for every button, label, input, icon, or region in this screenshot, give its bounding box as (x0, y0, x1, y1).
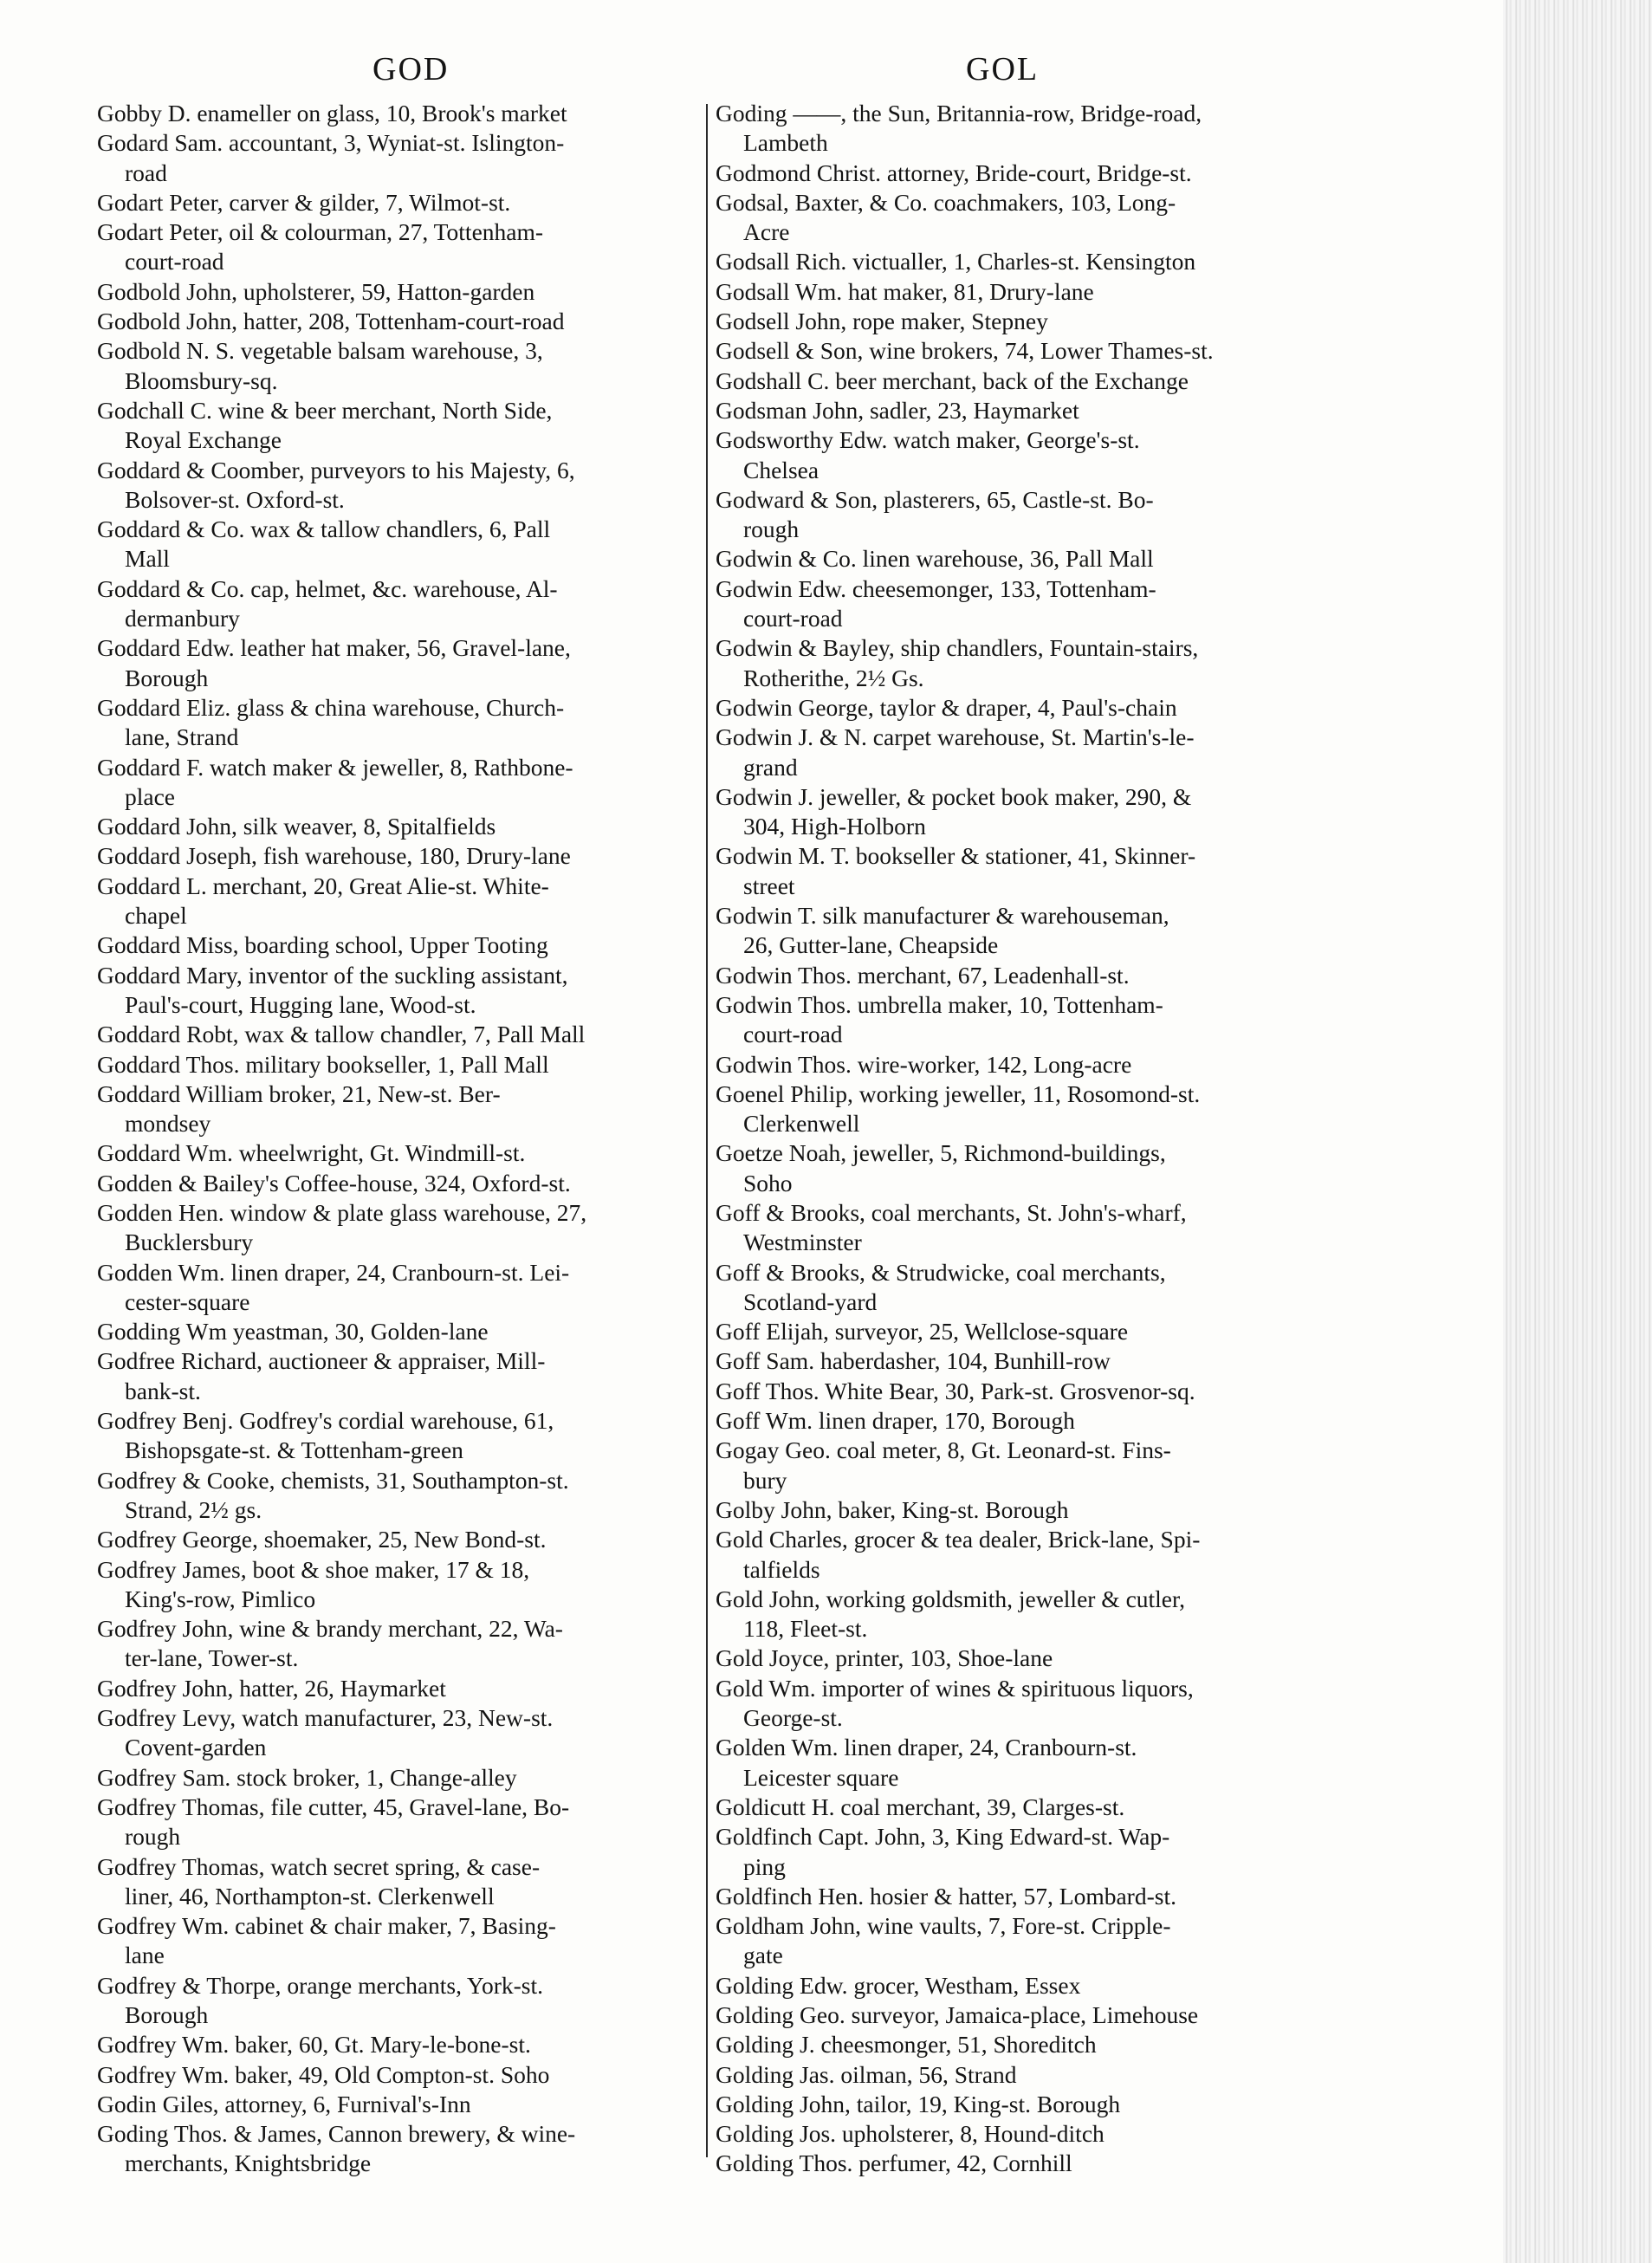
book-gutter (1503, 0, 1652, 2263)
entry-continuation: bank-st. (125, 1377, 201, 1404)
right-column (716, 99, 1322, 2179)
entry-line: Golding John, tailor, 19, King-st. Borough (716, 2090, 1121, 2117)
directory-entry (97, 633, 703, 693)
directory-entry (97, 1852, 703, 1912)
directory-entry (97, 1258, 703, 1318)
entry-line: Goddard Robt, wax & tallow chandler, 7, Pall Mall (97, 1021, 586, 1048)
directory-entry (97, 1525, 703, 1554)
entry-line: Godden Wm. linen draper, 24, Cranbourn-st. Lei- (97, 1258, 570, 1286)
entry-line: Godden Hen. window & plate glass warehouse, 27, (97, 1198, 587, 1226)
directory-entry (97, 961, 703, 1021)
entry-continuation: Covent-garden (125, 1734, 267, 1761)
entry-continuation: 26, Gutter-lane, Cheapside (743, 931, 999, 959)
directory-entry (97, 1317, 703, 1346)
directory-entry (716, 1317, 1322, 1346)
entry-line: Goldham John, wine vaults, 7, Fore-st. Cripple- (716, 1912, 1171, 1940)
entry-continuation: Chelsea (743, 456, 820, 483)
entry-continuation: Leicester square (743, 1763, 899, 1791)
entry-line: Godfrey Benj. Godfrey's cordial warehouse, 61, (97, 1407, 554, 1435)
entry-line: Goddard F. watch maker & jeweller, 8, Rathbone- (97, 753, 573, 781)
entry-line: Godwin Thos. merchant, 67, Leadenhall-st. (716, 961, 1130, 989)
directory-entry (716, 396, 1322, 425)
entry-line: Godsworthy Edw. watch maker, George's-st. (716, 426, 1140, 454)
entry-continuation: gate (743, 1942, 783, 1969)
directory-entry (97, 2090, 703, 2119)
entry-line: Godsell & Son, wine brokers, 74, Lower Thames-st. (716, 337, 1214, 365)
entry-line: Gold Wm. importer of wines & spirituous liquors, (716, 1674, 1194, 1702)
directory-entry (716, 366, 1322, 396)
entry-continuation: lane (125, 1942, 165, 1969)
directory-entry (716, 1258, 1322, 1318)
entry-line: Goddard Mary, inventor of the suckling assistant, (97, 961, 568, 989)
directory-entry (97, 1793, 703, 1852)
directory-entry (716, 336, 1322, 366)
directory-entry (716, 2090, 1322, 2119)
entry-continuation: mondsey (125, 1110, 211, 1138)
entry-line: Godwin & Bayley, ship chandlers, Fountain-stairs, (716, 634, 1199, 662)
directory-entry (97, 99, 703, 128)
entry-line: Goddard L. merchant, 20, Great Alie-st. White- (97, 872, 549, 899)
directory-entry (97, 872, 703, 931)
entry-continuation: court-road (125, 248, 224, 276)
directory-entry (716, 2000, 1322, 2030)
directory-entry (716, 1733, 1322, 1793)
directory-entry (716, 1822, 1322, 1882)
entry-line: Golding Edw. grocer, Westham, Essex (716, 1971, 1081, 1999)
entry-line: Goff Elijah, surveyor, 25, Wellclose-square (716, 1318, 1129, 1345)
directory-entry (716, 1971, 1322, 2000)
left-column (97, 99, 703, 2179)
entry-line: Godwin Thos. wire-worker, 142, Long-acre (716, 1050, 1132, 1078)
entry-line: Goetze Noah, jeweller, 5, Richmond-buildings, (716, 1139, 1166, 1167)
entry-line: Goddard & Co. wax & tallow chandlers, 6, Pall (97, 515, 551, 543)
entry-continuation: Paul's-court, Hugging lane, Wood-st. (125, 990, 476, 1018)
directory-entry (716, 574, 1322, 634)
entry-line: Goff & Brooks, coal merchants, St. John's-wharf, (716, 1198, 1187, 1226)
entry-line: Goding Thos. & James, Cannon brewery, & wine- (97, 2120, 576, 2148)
entry-line: Godwin M. T. bookseller & stationer, 41, Skinner- (716, 842, 1196, 870)
entry-line: Godsall Wm. hat maker, 81, Drury-lane (716, 277, 1094, 305)
right-column-header: GOL (966, 51, 1040, 88)
entry-line: Godbold N. S. vegetable balsam warehouse, 3, (97, 337, 543, 365)
directory-entry (97, 841, 703, 871)
entry-continuation: George-st. (743, 1704, 843, 1732)
entry-line: Golby John, baker, King-st. Borough (716, 1495, 1069, 1523)
entry-line: Godsman John, sadler, 23, Haymarket (716, 396, 1079, 424)
directory-entry (97, 277, 703, 307)
directory-entry (716, 1644, 1322, 1673)
directory-entry (716, 99, 1322, 159)
directory-entry (716, 961, 1322, 990)
directory-entry (716, 723, 1322, 782)
directory-entry (716, 1882, 1322, 1911)
entry-line: Goddard Joseph, fish warehouse, 180, Drury-lane (97, 842, 571, 870)
entry-line: Godfrey Sam. stock broker, 1, Change-alley (97, 1763, 517, 1791)
entry-line: Godfrey John, wine & brandy merchant, 22, Wa- (97, 1615, 563, 1643)
entry-line: Godwin Thos. umbrella maker, 10, Tottenham- (716, 990, 1163, 1018)
directory-entry (716, 693, 1322, 723)
entry-continuation: road (125, 159, 167, 186)
directory-entry (716, 247, 1322, 276)
directory-entry (716, 782, 1322, 842)
entry-line: Godart Peter, oil & colourman, 27, Tottenham- (97, 218, 544, 246)
entry-line: Godfrey & Thorpe, orange merchants, York-st. (97, 1971, 544, 1999)
entry-line: Goff Thos. White Bear, 30, Park-st. Grosvenor-sq. (716, 1377, 1195, 1404)
directory-entry (97, 2030, 703, 2059)
column-divider (706, 104, 708, 2157)
entry-continuation: Clerkenwell (743, 1110, 860, 1138)
entry-line: Godwin J. & N. carpet warehouse, St. Martin's-le- (716, 723, 1195, 751)
entry-line: Godding Wm yeastman, 30, Golden-lane (97, 1318, 489, 1345)
directory-entry (97, 1971, 703, 2031)
directory-entry (97, 1198, 703, 1258)
entry-continuation: Borough (125, 664, 209, 691)
entry-continuation: Bucklersbury (125, 1229, 254, 1256)
directory-entry (97, 336, 703, 396)
entry-line: Goddard Miss, boarding school, Upper Tooting (97, 931, 548, 959)
directory-entry (97, 1169, 703, 1198)
entry-line: Godshall C. beer merchant, back of the Exchange (716, 366, 1189, 394)
entry-continuation: Scotland-yard (743, 1287, 878, 1315)
entry-line: Godfrey Wm. baker, 60, Gt. Mary-le-bone-st. (97, 2031, 531, 2059)
directory-entry (97, 1138, 703, 1168)
entry-continuation: liner, 46, Northampton-st. Clerkenwell (125, 1882, 495, 1910)
directory-entry (716, 2060, 1322, 2090)
entry-line: Goddard & Coomber, purveyors to his Majesty, 6, (97, 456, 575, 483)
directory-entry (716, 633, 1322, 693)
directory-entry (97, 753, 703, 813)
entry-line: Goff & Brooks, & Strudwicke, coal merchants, (716, 1258, 1166, 1286)
directory-entry (97, 1911, 703, 1971)
entry-continuation: Acre (743, 218, 790, 246)
entry-line: Goldicutt H. coal merchant, 39, Clarges-st. (716, 1793, 1125, 1820)
directory-entry (97, 930, 703, 960)
directory-entry (97, 1346, 703, 1406)
entry-continuation: Westminster (743, 1229, 862, 1256)
directory-entry (97, 812, 703, 841)
entry-line: Godwin & Co. linen warehouse, 36, Pall Mall (716, 545, 1154, 573)
entry-line: Godfrey Thomas, file cutter, 45, Gravel-lane, Bo- (97, 1793, 570, 1820)
directory-entry (716, 990, 1322, 1050)
entry-line: Goldfinch Capt. John, 3, King Edward-st. Wap- (716, 1823, 1170, 1851)
entry-line: Godsell John, rope maker, Stepney (716, 308, 1048, 335)
entry-line: Goding ——, the Sun, Britannia-row, Bridge-road, (716, 100, 1202, 126)
entry-line: Golding Thos. perfumer, 42, Cornhill (716, 2150, 1072, 2177)
entry-continuation: cester-square (125, 1287, 250, 1315)
entry-continuation: Borough (125, 2001, 209, 2028)
directory-entry (97, 188, 703, 217)
directory-entry (97, 1020, 703, 1049)
directory-entry (716, 425, 1322, 485)
directory-entry (97, 1080, 703, 1139)
directory-entry (716, 1911, 1322, 1971)
directory-entry (716, 901, 1322, 961)
entry-line: Godbold John, upholsterer, 59, Hatton-garden (97, 277, 535, 305)
entry-line: Godin Giles, attorney, 6, Furnival's-Inn (97, 2090, 471, 2117)
directory-entry (716, 1198, 1322, 1258)
directory-entry (97, 1703, 703, 1763)
directory-entry (97, 1466, 703, 1526)
entry-line: Gogay Geo. coal meter, 8, Gt. Leonard-st. Fins- (716, 1436, 1171, 1464)
entry-line: Godfree Richard, auctioneer & appraiser, Mill- (97, 1347, 546, 1375)
directory-entry (716, 544, 1322, 574)
entry-continuation: chapel (125, 902, 187, 930)
entry-line: Godard Sam. accountant, 3, Wyniat-st. Islington- (97, 129, 565, 157)
entry-continuation: dermanbury (125, 605, 240, 632)
directory-entry (716, 2149, 1322, 2178)
directory-entry (716, 1793, 1322, 1822)
directory-entry (716, 1346, 1322, 1376)
entry-line: Godchall C. wine & beer merchant, North Side, (97, 396, 553, 424)
entry-line: Godfrey Thomas, watch secret spring, & case- (97, 1852, 541, 1880)
entry-line: Godfrey George, shoemaker, 25, New Bond-st. (97, 1526, 547, 1553)
entry-line: Goddard & Co. cap, helmet, &c. warehouse, Al- (97, 574, 558, 602)
directory-entry (716, 307, 1322, 336)
entry-line: Goldfinch Hen. hosier & hatter, 57, Lombard-st. (716, 1882, 1176, 1910)
directory-entry (97, 1050, 703, 1080)
entry-continuation: court-road (743, 1021, 843, 1048)
entry-line: Godwin T. silk manufacturer & warehouseman, (716, 902, 1169, 930)
entry-line: Godward & Son, plasterers, 65, Castle-st. Bo- (716, 485, 1154, 513)
entry-line: Godwin George, taylor & draper, 4, Paul's-chain (716, 693, 1177, 721)
directory-entry (97, 217, 703, 277)
entry-continuation: lane, Strand (125, 723, 239, 751)
directory-entry (716, 1050, 1322, 1080)
entry-line: Godden & Bailey's Coffee-house, 324, Oxford-st. (97, 1169, 571, 1196)
directory-entry (97, 693, 703, 753)
entry-line: Goddard William broker, 21, New-st. Ber- (97, 1080, 501, 1107)
directory-entry (97, 1614, 703, 1674)
left-column-header: GOD (373, 51, 450, 88)
entry-continuation: court-road (743, 605, 843, 632)
entry-line: Goenel Philip, working jeweller, 11, Rosomond-st. (716, 1080, 1201, 1107)
entry-continuation: Strand, 2½ gs. (125, 1495, 262, 1523)
entry-continuation: bury (743, 1466, 787, 1494)
entry-continuation: King's-row, Pimlico (125, 1585, 316, 1612)
directory-entry (97, 2060, 703, 2090)
directory-entry (97, 128, 703, 188)
entry-continuation: Royal Exchange (125, 426, 282, 454)
entry-line: Goddard Thos. military bookseller, 1, Pall Mall (97, 1050, 549, 1078)
directory-entry (716, 1138, 1322, 1198)
entry-continuation: Bolsover-st. Oxford-st. (125, 485, 345, 513)
entry-continuation: 304, High-Holborn (743, 813, 926, 840)
directory-entry (716, 1495, 1322, 1525)
entry-line: Golding J. cheesmonger, 51, Shoreditch (716, 2031, 1097, 2059)
entry-line: Gold Joyce, printer, 103, Shoe-lane (716, 1644, 1053, 1672)
entry-continuation: merchants, Knightsbridge (125, 2150, 372, 2177)
entry-continuation: rough (743, 515, 800, 543)
directory-entry (97, 515, 703, 574)
entry-line: Godmond Christ. attorney, Bride-court, Bridge-st. (716, 159, 1192, 186)
directory-entry (716, 188, 1322, 248)
entry-line: Godwin Edw. cheesemonger, 133, Tottenham- (716, 574, 1156, 602)
directory-entry (97, 456, 703, 515)
entry-continuation: Bishopsgate-st. & Tottenham-green (125, 1436, 463, 1464)
directory-entry (716, 1377, 1322, 1406)
directory-entry (716, 159, 1322, 188)
entry-line: Godfrey Wm. cabinet & chair maker, 7, Basing- (97, 1912, 556, 1940)
entry-continuation: talfields (743, 1555, 820, 1583)
directory-entry (716, 1080, 1322, 1139)
entry-line: Godbold John, hatter, 208, Tottenham-court-road (97, 308, 565, 335)
entry-line: Gold Charles, grocer & tea dealer, Brick-lane, Spi- (716, 1526, 1201, 1553)
entry-line: Golding Jos. upholsterer, 8, Hound-ditch (716, 2120, 1105, 2148)
entry-continuation: place (125, 782, 176, 810)
directory-entry (97, 1763, 703, 1793)
entry-line: Godfrey Levy, watch manufacturer, 23, New-st. (97, 1704, 554, 1732)
directory-entry (97, 1674, 703, 1703)
entry-line: Godsall Rich. victualler, 1, Charles-st. Kensington (716, 248, 1196, 276)
directory-entry (97, 1555, 703, 1615)
entry-continuation: grand (743, 753, 798, 781)
entry-line: Gobby D. enameller on glass, 10, Brook's market (97, 100, 567, 126)
entry-line: Goff Wm. linen draper, 170, Borough (716, 1407, 1075, 1435)
entry-continuation: street (743, 872, 795, 899)
directory-entry (716, 1436, 1322, 1495)
directory-entry (716, 1406, 1322, 1436)
entry-continuation: ping (743, 1852, 786, 1880)
entry-continuation: 118, Fleet-st. (743, 1615, 868, 1643)
entry-line: Godfrey & Cooke, chemists, 31, Southampton-st. (97, 1466, 569, 1494)
entry-continuation: rough (125, 1823, 181, 1851)
directory-entry (716, 277, 1322, 307)
entry-line: Godart Peter, carver & gilder, 7, Wilmot-st. (97, 188, 511, 216)
entry-line: Golden Wm. linen draper, 24, Cranbourn-st. (716, 1734, 1137, 1761)
directory-entry (716, 841, 1322, 901)
entry-line: Golding Jas. oilman, 56, Strand (716, 2060, 1017, 2088)
entry-line: Godsal, Baxter, & Co. coachmakers, 103, Long- (716, 188, 1176, 216)
directory-entry (97, 396, 703, 456)
entry-line: Goddard Eliz. glass & china warehouse, Church- (97, 693, 565, 721)
entry-line: Goff Sam. haberdasher, 104, Bunhill-row (716, 1347, 1111, 1375)
directory-entry (716, 1585, 1322, 1644)
directory-entry (97, 574, 703, 634)
entry-continuation: Soho (743, 1169, 793, 1196)
directory-entry (97, 2119, 703, 2179)
directory-entry (97, 1406, 703, 1466)
entry-line: Goddard Edw. leather hat maker, 56, Gravel-lane, (97, 634, 571, 662)
directory-entry (716, 2119, 1322, 2149)
entry-continuation: Mall (125, 545, 170, 573)
entry-line: Gold John, working goldsmith, jeweller & cutler, (716, 1585, 1185, 1612)
directory-entry (716, 2030, 1322, 2059)
entry-continuation: Lambeth (743, 129, 828, 157)
directory-entry (716, 485, 1322, 545)
entry-line: Godfrey Wm. baker, 49, Old Compton-st. Soho (97, 2060, 550, 2088)
entry-line: Goddard Wm. wheelwright, Gt. Windmill-st. (97, 1139, 526, 1167)
entry-continuation: ter-lane, Tower-st. (125, 1644, 299, 1672)
entry-line: Goddard John, silk weaver, 8, Spitalfields (97, 813, 496, 840)
entry-line: Godfrey John, hatter, 26, Haymarket (97, 1674, 446, 1702)
directory-entry (716, 1525, 1322, 1585)
entry-line: Godfrey James, boot & shoe maker, 17 & 18, (97, 1555, 530, 1583)
entry-line: Godwin J. jeweller, & pocket book maker, 290, & (716, 782, 1192, 810)
directory-entry (716, 1674, 1322, 1734)
entry-continuation: Rotherithe, 2½ Gs. (743, 664, 924, 691)
directory-entry (97, 307, 703, 336)
entry-line: Golding Geo. surveyor, Jamaica-place, Limehouse (716, 2001, 1199, 2028)
entry-continuation: Bloomsbury-sq. (125, 366, 278, 394)
